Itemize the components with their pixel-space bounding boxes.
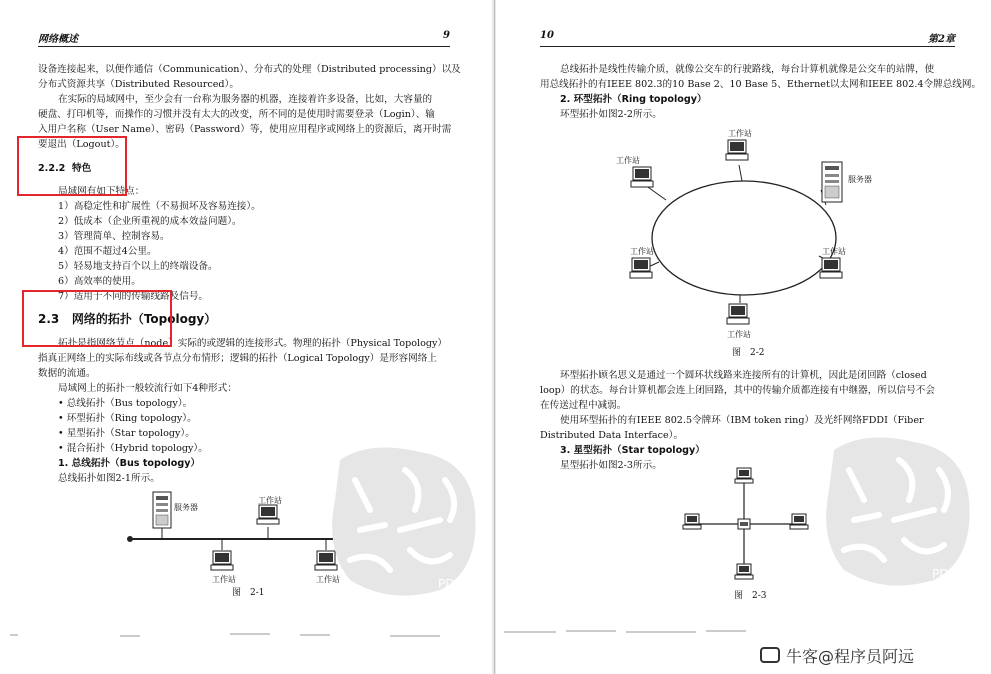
watermark-seal bbox=[330, 440, 480, 600]
paragraph-line: 总线拓扑如图2-1所示。 bbox=[58, 473, 160, 484]
workstation-icon bbox=[735, 468, 753, 483]
workstation-label: 工作站 bbox=[630, 247, 654, 256]
topology-item: • 总线拓扑（Bus topology）。 bbox=[58, 398, 193, 409]
figure-caption: 图 2-3 bbox=[734, 591, 767, 601]
section-title: 特色 bbox=[72, 163, 92, 174]
scan-artifact bbox=[496, 626, 991, 646]
paragraph-line: 分布式资源共享（Distributed Resourced）。 bbox=[38, 79, 239, 90]
highlight-box-section-222 bbox=[17, 136, 127, 196]
paragraph-line: loop）的状态。每台计算机都会连上闭回路，其中的传输介质都连接有中继器，所以信号不会 bbox=[540, 385, 935, 396]
paragraph-line: 总线拓扑是线性传输介质，就像公交车的行驶路线，每台计算机就像是公交车的站牌，使 bbox=[560, 64, 935, 75]
page-number: 9 bbox=[443, 30, 450, 41]
bus-terminator bbox=[128, 537, 133, 542]
subheading-bus: 1. 总线拓扑（Bus topology） bbox=[58, 458, 201, 469]
subheading-star: 3. 星型拓扑（Star topology） bbox=[560, 445, 705, 456]
topology-item: • 环型拓扑（Ring topology）。 bbox=[58, 413, 197, 424]
hub-icon bbox=[738, 519, 750, 529]
feature-item: 5）轻易地支持百个以上的终端设备。 bbox=[58, 261, 218, 272]
workstation-icon bbox=[790, 514, 808, 529]
feature-item: 3）管理简单、控制容易。 bbox=[58, 231, 170, 242]
left-page bbox=[0, 0, 492, 674]
feature-item: 7）适用于不同的传输线路及信号。 bbox=[58, 291, 209, 302]
workstation-label: 工作站 bbox=[727, 330, 751, 339]
highlight-box-section-23 bbox=[22, 290, 172, 347]
server-label: 服务器 bbox=[848, 175, 872, 184]
header-title: 网络概述 bbox=[38, 34, 78, 45]
features-intro: 局域网有如下特点： bbox=[58, 186, 145, 197]
topology-item: • 星型拓扑（Star topology）。 bbox=[58, 428, 195, 439]
feature-item: 6）高效率的使用。 bbox=[58, 276, 141, 287]
server-label: 服务器 bbox=[174, 503, 198, 512]
paragraph-line: 环型拓扑如图2-2所示。 bbox=[560, 109, 662, 120]
figure-caption: 图 2-2 bbox=[732, 348, 765, 358]
page-number: 10 bbox=[540, 30, 554, 41]
paragraph-line: 设备连接起来，以便作通信（Communication）、分布式的处理（Distributed processing）以及 bbox=[38, 64, 461, 75]
subheading-ring: 2. 环型拓扑（Ring topology） bbox=[560, 94, 707, 105]
header-title: 第2章 bbox=[928, 34, 955, 45]
footer-credit bbox=[760, 644, 914, 667]
section-number: 2.3 bbox=[38, 312, 60, 326]
workstation-label: 工作站 bbox=[258, 496, 282, 505]
feature-item: 4）范围不超过4公里。 bbox=[58, 246, 157, 257]
workstation-label: 工作站 bbox=[616, 156, 640, 165]
server-icon bbox=[153, 492, 171, 528]
paragraph-line: 硬盘、打印机等，而操作的习惯并没有太大的改变，所不同的是使用时需要登录（Login）、输 bbox=[38, 109, 435, 120]
paragraph-line: 入用户名称（User Name）、密码（Password）等，使用应用程序或网络上的资源后，离开时需 bbox=[38, 124, 452, 135]
paragraph-line: 用总线拓扑的有IEEE 802.3的10 Base 2、10 Base 5、Ethernet以太网和IEEE 802.4令牌总线网。 bbox=[540, 79, 982, 90]
chat-bubble-icon bbox=[760, 647, 780, 663]
scan-artifact bbox=[0, 630, 492, 650]
workstation-label: 工作站 bbox=[212, 575, 236, 584]
topology-item: • 混合拓扑（Hybrid topology）。 bbox=[58, 443, 208, 454]
workstation-label: 工作站 bbox=[822, 247, 846, 256]
paragraph-line: 数据的流通。 bbox=[38, 368, 96, 379]
watermark-text: PDG bbox=[438, 577, 464, 591]
footer-credit-text: 牛客@程序员阿远 bbox=[786, 647, 915, 666]
figure-caption: 图 2-1 bbox=[232, 588, 265, 598]
feature-item: 2）低成本（企业所重视的成本效益问题）。 bbox=[58, 216, 242, 227]
paragraph-line: 在实际的局域网中，至少会有一台称为服务器的机器，连接着许多设备，比如，大容量的 bbox=[58, 94, 433, 105]
workstation-label: 工作站 bbox=[728, 129, 752, 138]
section-number: 2.2.2 bbox=[38, 163, 66, 174]
watermark-text: PDG bbox=[932, 567, 958, 581]
workstation-icon bbox=[211, 551, 233, 570]
right-page bbox=[496, 0, 991, 674]
paragraph-line: 要退出（Logout）。 bbox=[38, 139, 125, 150]
paragraph-line: 指真正网络上的实际布线或各节点分布情形；逻辑的拓扑（Logical Topology）是形容网络上 bbox=[38, 353, 437, 364]
feature-item: 1）高稳定性和扩展性（不易损坏及容易连接）。 bbox=[58, 201, 261, 212]
workstation-label: 工作站 bbox=[316, 575, 340, 584]
workstation-icon bbox=[735, 564, 753, 579]
watermark-seal bbox=[824, 430, 974, 590]
paragraph-line: 使用环型拓扑的有IEEE 802.5令牌环（IBM token ring）及光纤网络FDDI（Fiber bbox=[560, 415, 924, 426]
paragraph-line: Distributed Data Interface）。 bbox=[540, 430, 684, 441]
paragraph-line: 拓扑是指网络节点（node）实际的或逻辑的连接形式。物理的拓扑（Physical Topology） bbox=[58, 338, 447, 349]
paragraph-line: 环型拓扑顾名思义是通过一个圆环状线路来连接所有的计算机，因此是闭回路（closed bbox=[560, 370, 927, 381]
paragraph-line: 星型拓扑如图2-3所示。 bbox=[560, 460, 662, 471]
paragraph-line: 局域网上的拓扑一般较流行如下4种形式： bbox=[58, 383, 237, 394]
section-title: 网络的拓扑（Topology） bbox=[71, 312, 217, 326]
paragraph-line: 在传送过程中减弱。 bbox=[540, 400, 627, 411]
workstation-icon bbox=[683, 514, 701, 529]
